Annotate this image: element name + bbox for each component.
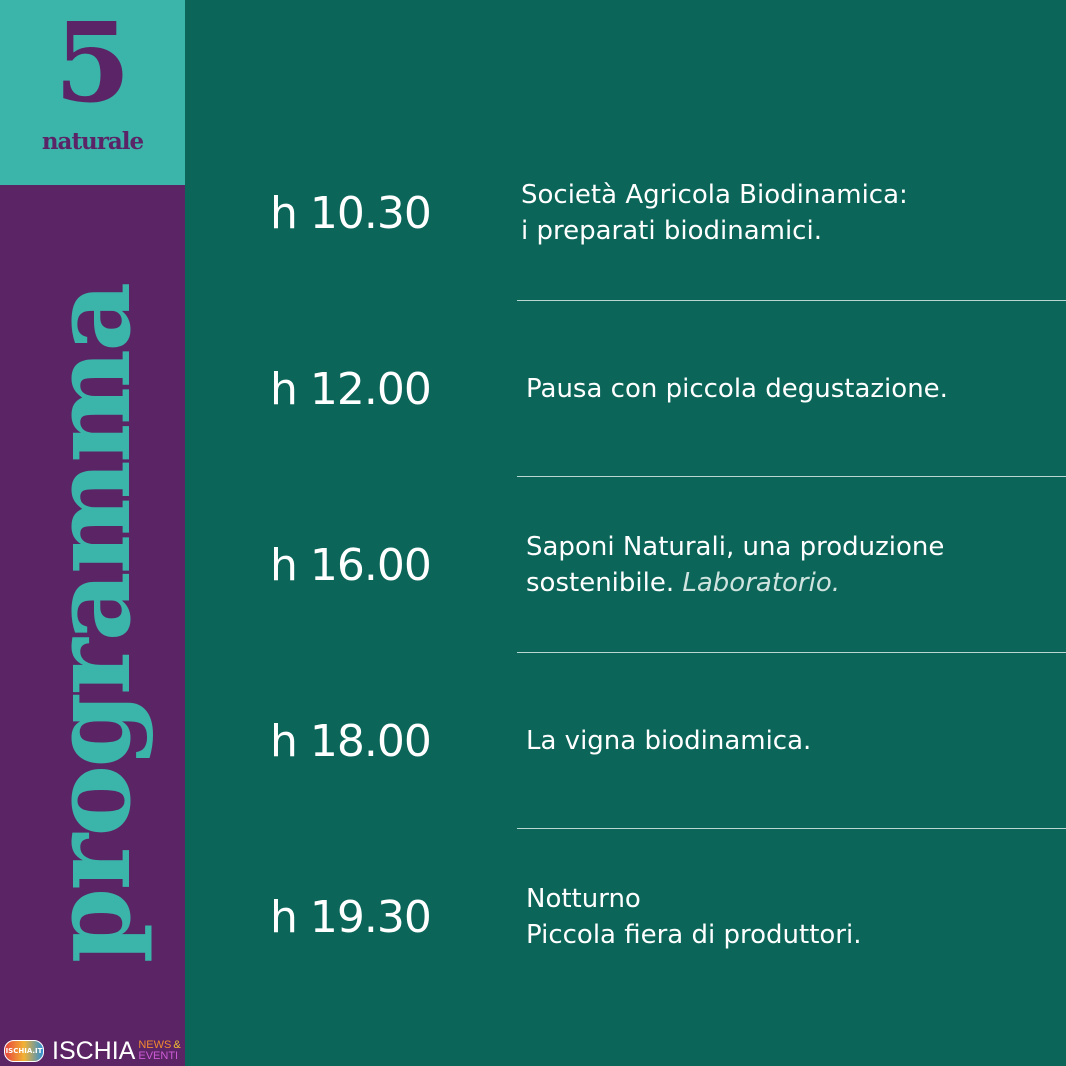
schedule-time: h 18.00 bbox=[270, 715, 431, 767]
footer-watermark bbox=[4, 1038, 181, 1064]
schedule-description bbox=[526, 301, 1026, 477]
schedule-time: h 10.30 bbox=[270, 187, 431, 239]
footer-badge-logo: ISCHIA.IT bbox=[4, 1040, 44, 1062]
schedule-row bbox=[185, 653, 1066, 829]
schedule-list bbox=[185, 125, 1066, 1005]
vertical-title: programma bbox=[29, 284, 155, 964]
description-line: Società Agricola Biodinamica: bbox=[521, 180, 908, 210]
description-line: i preparati biodinamici. bbox=[521, 216, 822, 246]
footer-brand-sub bbox=[138, 1040, 180, 1062]
schedule-description bbox=[526, 653, 1026, 829]
footer-amp: & bbox=[173, 1039, 181, 1051]
logo-number: 5 bbox=[54, 0, 131, 127]
schedule-description bbox=[521, 125, 1026, 301]
description-note: Laboratorio. bbox=[682, 568, 841, 598]
schedule-description bbox=[526, 477, 1026, 653]
description-line: Piccola fiera di produttori. bbox=[526, 920, 862, 950]
schedule-time: h 19.30 bbox=[270, 891, 431, 943]
schedule-row bbox=[185, 125, 1066, 301]
description-line: Notturno bbox=[526, 884, 641, 914]
logo-block bbox=[0, 0, 185, 185]
description-line: Saponi Naturali, una produzione bbox=[526, 532, 945, 562]
schedule-description bbox=[526, 829, 1026, 1005]
description-line: La vigna biodinamica. bbox=[526, 726, 812, 756]
schedule-time: h 12.00 bbox=[270, 363, 431, 415]
schedule-row bbox=[185, 829, 1066, 1005]
schedule-time: h 16.00 bbox=[270, 539, 431, 591]
logo-word: naturale bbox=[41, 128, 144, 155]
footer-brand-name: ISCHIA bbox=[52, 1036, 136, 1065]
description-line: Pausa con piccola degustazione. bbox=[526, 374, 948, 404]
description-line: sostenibile. bbox=[526, 568, 675, 598]
schedule-row bbox=[185, 477, 1066, 653]
footer-eventi: EVENTI bbox=[138, 1050, 179, 1062]
footer-news: NEWS bbox=[138, 1039, 172, 1051]
schedule-row bbox=[185, 301, 1066, 477]
